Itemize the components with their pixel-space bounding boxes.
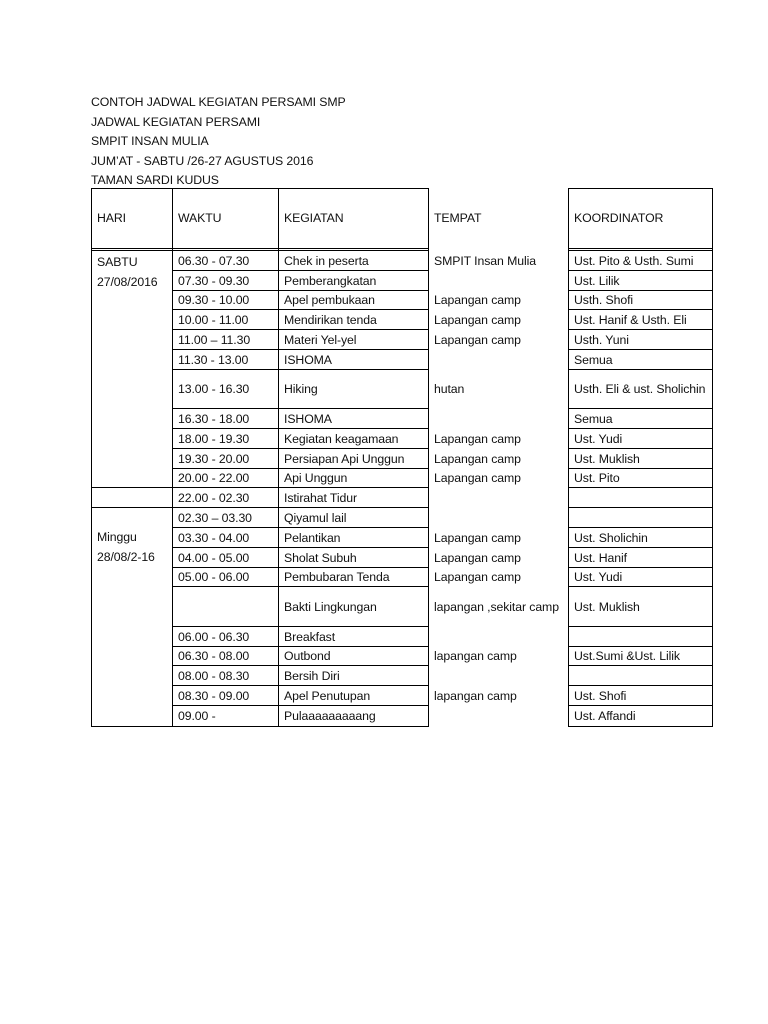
table-rule bbox=[172, 685, 429, 686]
table-rule bbox=[172, 369, 429, 370]
table-rule bbox=[172, 270, 429, 271]
koordinator-cell: Ust. Muklish bbox=[574, 451, 640, 466]
table-rule bbox=[172, 428, 429, 429]
table-rule bbox=[172, 448, 429, 449]
kegiatan-cell: Persiapan Api Unggun bbox=[284, 451, 405, 466]
table-rule bbox=[568, 646, 713, 647]
tempat-cell: Lapangan camp bbox=[434, 471, 521, 486]
kegiatan-cell: Pembubaran Tenda bbox=[284, 570, 390, 585]
waktu-cell: 09.30 - 10.00 bbox=[178, 293, 250, 308]
table-rule bbox=[568, 507, 713, 508]
kegiatan-cell: Bersih Diri bbox=[284, 669, 340, 684]
kegiatan-cell: Pemberangkatan bbox=[284, 273, 377, 288]
koordinator-cell bbox=[568, 627, 712, 647]
table-rule bbox=[568, 586, 713, 587]
kegiatan-cell: Outbond bbox=[284, 649, 331, 664]
koordinator-cell: Ust.Sumi &Ust. Lilik bbox=[574, 649, 680, 664]
waktu-cell: 04.00 - 05.00 bbox=[178, 550, 250, 565]
waktu-cell: 08.30 - 09.00 bbox=[178, 689, 250, 704]
kegiatan-cell: Breakfast bbox=[284, 629, 336, 644]
table-rule bbox=[712, 188, 713, 727]
kegiatan-cell: Kegiatan keagamaan bbox=[284, 431, 399, 446]
koordinator-cell: Ust. Yudi bbox=[574, 431, 623, 446]
table-rule bbox=[568, 567, 713, 568]
tempat-cell: Lapangan camp bbox=[434, 293, 521, 308]
koordinator-cell: Semua bbox=[574, 412, 613, 427]
koordinator-cell: Ust. Hanif & Usth. Eli bbox=[574, 313, 687, 328]
table-rule bbox=[568, 547, 713, 548]
waktu-cell bbox=[172, 587, 278, 626]
table-rule bbox=[568, 527, 713, 528]
table-rule bbox=[568, 270, 713, 271]
table-rule bbox=[172, 547, 429, 548]
table-rule bbox=[568, 487, 713, 488]
tempat-cell bbox=[428, 350, 568, 370]
waktu-cell: 11.30 - 13.00 bbox=[178, 352, 249, 367]
header-line: SMPIT INSAN MULIA bbox=[91, 134, 209, 148]
kegiatan-cell: Api Unggun bbox=[284, 471, 348, 486]
table-rule bbox=[172, 329, 429, 330]
table-rule bbox=[172, 408, 429, 409]
waktu-cell: 20.00 - 22.00 bbox=[178, 471, 250, 486]
koordinator-cell: Ust. Pito & Usth. Sumi bbox=[574, 253, 694, 268]
column-header-tempat: TEMPAT bbox=[434, 211, 482, 225]
header-line: CONTOH JADWAL KEGIATAN PERSAMI SMP bbox=[91, 95, 346, 109]
table-rule bbox=[91, 726, 429, 727]
kegiatan-cell: Mendirikan tenda bbox=[284, 313, 377, 328]
kegiatan-cell: ISHOMA bbox=[284, 352, 332, 367]
table-rule bbox=[172, 665, 429, 666]
table-rule bbox=[91, 507, 429, 508]
koordinator-cell bbox=[568, 508, 712, 528]
kegiatan-cell: Sholat Subuh bbox=[284, 550, 357, 565]
kegiatan-cell: Pelantikan bbox=[284, 530, 341, 545]
table-rule bbox=[91, 188, 429, 189]
tempat-cell bbox=[428, 666, 568, 686]
table-rule bbox=[568, 369, 713, 370]
tempat-cell: Lapangan camp bbox=[434, 431, 521, 446]
table-rule bbox=[172, 586, 429, 587]
hari-cell: SABTU 27/08/2016 bbox=[97, 255, 158, 289]
tempat-cell: Lapangan camp bbox=[434, 313, 521, 328]
koordinator-cell: Ust. Hanif bbox=[574, 550, 627, 565]
koordinator-cell: Ust. Sholichin bbox=[574, 530, 648, 545]
table-rule bbox=[568, 349, 713, 350]
kegiatan-cell: Istirahat Tidur bbox=[284, 491, 357, 506]
tempat-cell: SMPIT Insan Mulia bbox=[434, 253, 536, 268]
table-rule bbox=[91, 487, 429, 488]
tempat-cell bbox=[428, 508, 568, 528]
kegiatan-cell: Materi Yel-yel bbox=[284, 333, 357, 348]
document-header bbox=[91, 93, 346, 191]
table-rule bbox=[568, 188, 713, 189]
table-rule bbox=[568, 665, 713, 666]
koordinator-cell: Ust. Shofi bbox=[574, 689, 627, 704]
table-rule bbox=[278, 188, 279, 727]
table-rule bbox=[568, 626, 713, 627]
table-rule bbox=[568, 428, 713, 429]
column-header-koordinator: KOORDINATOR bbox=[574, 211, 664, 225]
tempat-cell: lapangan ,sekitar camp bbox=[434, 600, 559, 615]
koordinator-cell bbox=[568, 666, 712, 686]
tempat-cell: hutan bbox=[434, 382, 465, 397]
waktu-cell: 10.00 - 11.00 bbox=[178, 313, 249, 328]
waktu-cell: 18.00 - 19.30 bbox=[178, 431, 250, 446]
waktu-cell: 03.30 - 04.00 bbox=[178, 530, 250, 545]
koordinator-cell: Ust. Muklish bbox=[574, 600, 640, 615]
table-rule bbox=[172, 188, 173, 727]
table-rule bbox=[172, 646, 429, 647]
table-rule bbox=[568, 248, 713, 251]
tempat-cell: lapangan camp bbox=[434, 689, 517, 704]
header-line: JADWAL KEGIATAN PERSAMI bbox=[91, 114, 261, 129]
tempat-cell bbox=[428, 627, 568, 647]
table-rule bbox=[172, 626, 429, 627]
table-rule bbox=[172, 567, 429, 568]
tempat-cell: Lapangan camp bbox=[434, 333, 521, 348]
kegiatan-cell: Bakti Lingkungan bbox=[284, 600, 377, 615]
table-rule bbox=[568, 726, 713, 727]
table-rule bbox=[428, 188, 429, 727]
waktu-cell: 06.30 - 07.30 bbox=[178, 253, 250, 268]
tempat-cell: Lapangan camp bbox=[434, 530, 521, 545]
tempat-cell: Lapangan camp bbox=[434, 550, 521, 565]
kegiatan-cell: Qiyamul lail bbox=[284, 511, 347, 526]
kegiatan-cell: Apel Penutupan bbox=[284, 689, 371, 704]
waktu-cell: 11.00 – 11.30 bbox=[178, 333, 251, 348]
koordinator-cell bbox=[568, 488, 712, 508]
waktu-cell: 07.30 - 09.30 bbox=[178, 273, 250, 288]
koordinator-cell: Semua bbox=[574, 352, 613, 367]
table-rule bbox=[568, 188, 569, 727]
koordinator-cell: Ust. Pito bbox=[574, 471, 620, 486]
kegiatan-cell: Apel pembukaan bbox=[284, 293, 375, 308]
waktu-cell: 08.00 - 08.30 bbox=[178, 669, 250, 684]
column-header-waktu: WAKTU bbox=[178, 211, 222, 225]
table-rule bbox=[172, 290, 429, 291]
kegiatan-cell: ISHOMA bbox=[284, 412, 332, 427]
hari-cell: Minggu 28/08/2-16 bbox=[97, 530, 155, 565]
kegiatan-cell: Pulaaaaaaaaang bbox=[284, 708, 376, 723]
tempat-cell: Lapangan camp bbox=[434, 451, 521, 466]
table-rule bbox=[172, 527, 429, 528]
tempat-cell bbox=[428, 488, 568, 508]
kegiatan-cell: Chek in peserta bbox=[284, 253, 369, 268]
table-rule bbox=[172, 705, 429, 706]
tempat-cell bbox=[428, 706, 568, 726]
table-rule bbox=[568, 448, 713, 449]
tempat-cell bbox=[428, 271, 568, 291]
table-rule bbox=[172, 468, 429, 469]
koordinator-cell: Ust. Yudi bbox=[574, 570, 623, 585]
header-line: TAMAN SARDI KUDUS bbox=[91, 173, 219, 187]
koordinator-cell: Usth. Yuni bbox=[574, 333, 629, 348]
tempat-cell: lapangan camp bbox=[434, 649, 517, 664]
waktu-cell: 06.30 - 08.00 bbox=[178, 649, 250, 664]
table-rule bbox=[172, 309, 429, 310]
table-rule bbox=[172, 349, 429, 350]
waktu-cell: 06.00 - 06.30 bbox=[178, 629, 250, 644]
table-rule bbox=[568, 309, 713, 310]
table-rule bbox=[568, 290, 713, 291]
waktu-cell: 13.00 - 16.30 bbox=[178, 382, 250, 397]
table-rule bbox=[568, 329, 713, 330]
tempat-cell: Lapangan camp bbox=[434, 570, 521, 585]
kegiatan-cell: Hiking bbox=[284, 382, 318, 397]
waktu-cell: 05.00 - 06.00 bbox=[178, 570, 250, 585]
waktu-cell: 22.00 - 02.30 bbox=[178, 491, 250, 506]
table-rule bbox=[568, 408, 713, 409]
table-rule bbox=[91, 248, 429, 251]
koordinator-cell: Usth. Eli & ust. Sholichin bbox=[574, 382, 706, 397]
table-rule bbox=[568, 705, 713, 706]
tempat-cell bbox=[428, 409, 568, 429]
koordinator-cell: Ust. Lilik bbox=[574, 273, 620, 288]
header-line: JUM’AT - SABTU /26-27 AGUSTUS 2016 bbox=[91, 153, 314, 168]
table-rule bbox=[568, 685, 713, 686]
koordinator-cell: Usth. Shofi bbox=[574, 293, 634, 308]
column-header-kegiatan: KEGIATAN bbox=[284, 211, 344, 225]
table-rule bbox=[91, 188, 92, 727]
waktu-cell: 19.30 - 20.00 bbox=[178, 451, 250, 466]
waktu-cell: 09.00 - bbox=[178, 708, 216, 723]
column-header-hari: HARI bbox=[97, 211, 126, 225]
koordinator-cell: Ust. Affandi bbox=[574, 708, 636, 723]
table-rule bbox=[568, 468, 713, 469]
waktu-cell: 02.30 – 03.30 bbox=[178, 511, 252, 526]
waktu-cell: 16.30 - 18.00 bbox=[178, 412, 250, 427]
